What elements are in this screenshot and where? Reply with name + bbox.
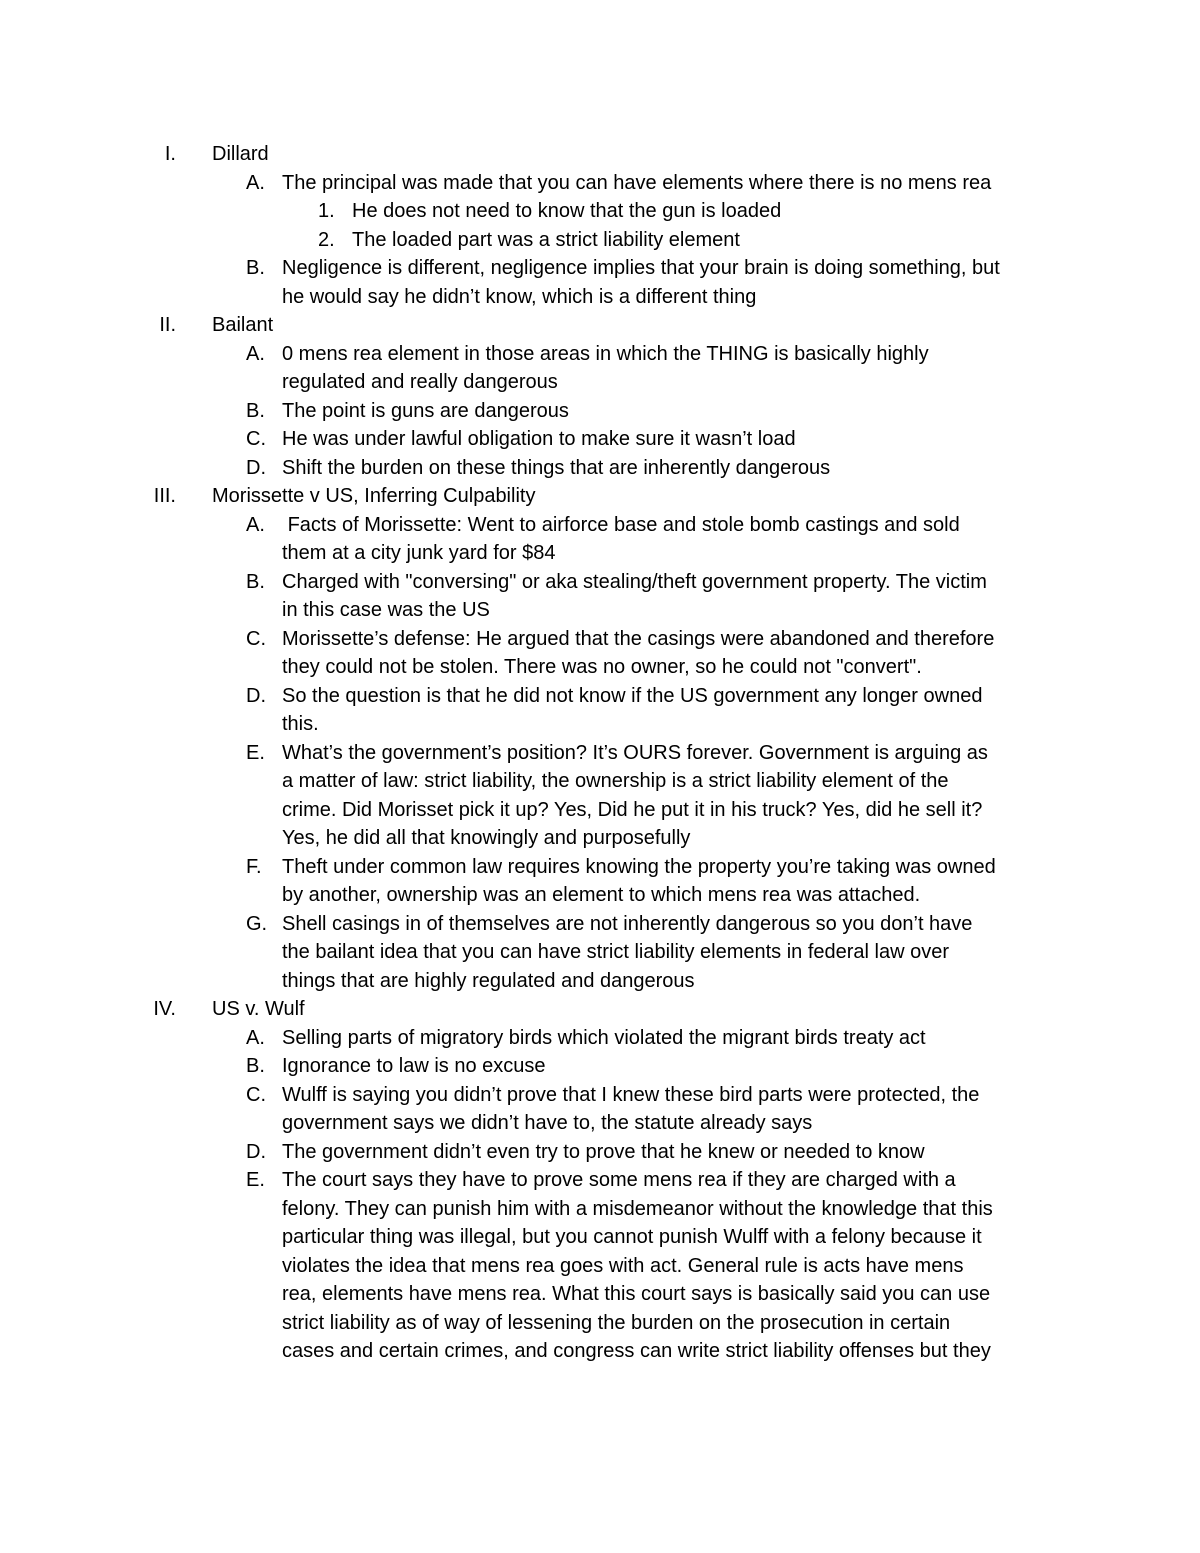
list-item-text: The government didn’t even try to prove that he knew or needed to know [282, 1140, 925, 1163]
list-marker: A. [246, 1026, 265, 1049]
sub-list-item [0, 226, 1200, 255]
sub-list-item [0, 197, 1200, 226]
list-item [0, 1166, 1200, 1366]
list-item-text: Morissette’s defense: He argued that the casings were abandoned and therefore they could not be stolen. There was no owner, so he could not "convert". [282, 627, 995, 678]
list-marker: IV. [153, 998, 176, 1020]
section-heading [0, 311, 1200, 340]
list-marker: I. [164, 143, 176, 165]
document-outline [0, 140, 1200, 1366]
list-marker: II. [159, 314, 176, 336]
list-marker: D. [246, 684, 266, 707]
list-item-text: Bailant [212, 314, 274, 336]
list-item-text: Ignorance to law is no excuse [282, 1055, 546, 1077]
list-marker: C. [246, 627, 266, 650]
list-marker: E. [246, 741, 265, 764]
list-marker: B. [246, 1055, 265, 1077]
list-marker: A. [246, 513, 265, 536]
list-marker: E. [246, 1169, 265, 1191]
list-item-text: 0 mens rea element in those areas in which the THING is basically highly regulated and really dangerous [282, 342, 929, 393]
list-marker: G. [246, 912, 268, 935]
list-marker: B. [246, 570, 265, 593]
list-item-text: Morissette v US, Inferring Culpability [212, 485, 536, 507]
list-marker: 1. [318, 200, 335, 222]
list-item [0, 1081, 1200, 1138]
list-item [0, 254, 1200, 311]
list-item-text: Charged with "conversing" or aka stealing/theft government property. The victim in this case was the US [282, 570, 987, 621]
list-item-text: So the question is that he did not know if the US government any longer owned this. [282, 684, 983, 735]
list-marker: A. [246, 342, 265, 365]
list-item-text: The point is guns are dangerous [282, 399, 569, 422]
list-item-text: Shell casings in of themselves are not inherently dangerous so you don’t have the bailant idea that you can have strict liability elements in federal law over things that are highly regulated and dangerous [282, 912, 973, 992]
list-item [0, 425, 1200, 454]
list-item-text: The principal was made that you can have elements where there is no mens rea [282, 171, 992, 194]
list-marker: D. [246, 456, 266, 479]
list-item [0, 1024, 1200, 1053]
list-item [0, 625, 1200, 682]
list-marker: III. [153, 485, 176, 507]
list-item-text: Facts of Morissette: Went to airforce base and stole bomb castings and sold them at a city junk yard for $84 [282, 513, 960, 564]
list-item [0, 1052, 1200, 1081]
section-heading [0, 482, 1200, 511]
list-item-text: Selling parts of migratory birds which violated the migrant birds treaty act [282, 1026, 926, 1049]
list-marker: C. [246, 1083, 266, 1106]
list-marker: B. [246, 257, 265, 279]
list-item-text: What’s the government’s position? It’s OURS forever. Government is arguing as a matter of law: strict liability, the ownership is a strict liability element of the crime. Did Morisset pick it up? Yes, Did he put it in his truck? Yes, did he sell it? Yes, he did all that knowingly and purposefully [282, 741, 988, 849]
list-item-text: Shift the burden on these things that are inherently dangerous [282, 456, 831, 479]
list-item [0, 910, 1200, 996]
list-marker: C. [246, 428, 266, 450]
list-item-text: Negligence is different, negligence implies that your brain is doing something, but he would say he didn’t know, which is a different thing [282, 257, 1000, 308]
list-marker: A. [246, 171, 265, 194]
list-item [0, 169, 1200, 198]
list-item [0, 1138, 1200, 1167]
list-item-text: He was under lawful obligation to make sure it wasn’t load [282, 428, 796, 450]
list-marker: B. [246, 399, 265, 422]
list-item [0, 739, 1200, 853]
list-item [0, 397, 1200, 426]
list-item-text: Dillard [212, 143, 269, 165]
list-item [0, 568, 1200, 625]
list-item [0, 511, 1200, 568]
list-item-text: Wulff is saying you didn’t prove that I knew these bird parts were protected, the government says we didn’t have to, the statute already says [282, 1083, 980, 1134]
list-item-text: The court says they have to prove some mens rea if they are charged with a felony. They can punish him with a misdemeanor without the knowledge that this particular thing was illegal, but you cannot punish Wulff with a felony because it violates the idea that mens rea goes with act. General rule is acts have mens rea, elements have mens rea. What this court says is basically said you can use strict liability as of way of lessening the burden on the prosecution in certain cases and certain crimes, and congress can write strict liability offenses but they [282, 1169, 993, 1362]
section-heading [0, 140, 1200, 169]
list-marker: F. [246, 855, 262, 878]
list-item-text: The loaded part was a strict liability element [352, 228, 740, 251]
list-item [0, 682, 1200, 739]
list-item-text: He does not need to know that the gun is loaded [352, 200, 782, 222]
list-item [0, 853, 1200, 910]
list-item-text: US v. Wulf [212, 998, 305, 1020]
list-item-text: Theft under common law requires knowing the property you’re taking was owned by another, ownership was an element to which mens rea was attached. [282, 855, 996, 906]
list-marker: D. [246, 1140, 266, 1163]
list-item [0, 454, 1200, 483]
list-item [0, 340, 1200, 397]
section-heading [0, 995, 1200, 1024]
list-marker: 2. [318, 228, 335, 251]
